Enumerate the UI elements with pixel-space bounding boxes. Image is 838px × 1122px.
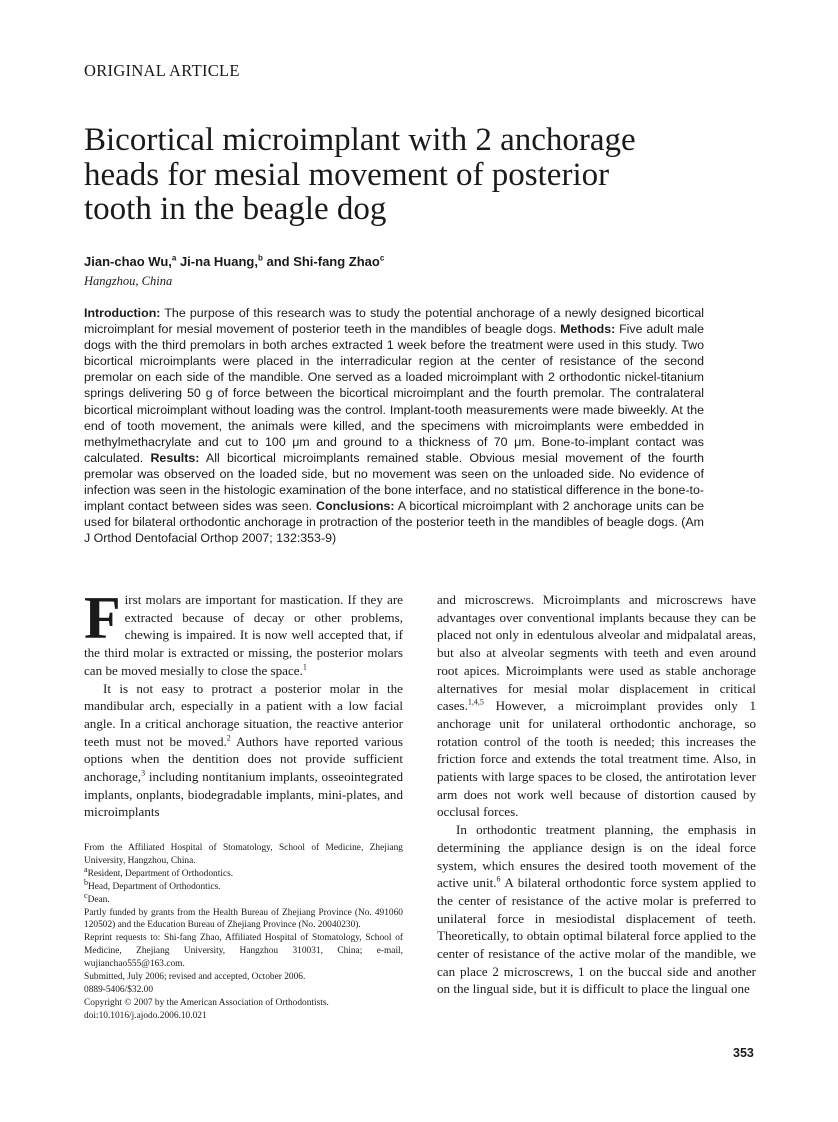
abstract-results-text: All bicortical microimplants remained stable. Obvious mesial movement of the fourth premolar was observed on the loaded side, but no movement was seen on the unloaded side. No evidence of infection was seen in the histologic examination of the bone interface, and no statistical difference in the bone-to-implant contact between sides was seen. — [84, 450, 704, 514]
footnote-text: Head, Department of Orthodontics. — [88, 881, 221, 892]
footnote-text: Dean. — [87, 894, 110, 905]
article-title — [84, 123, 764, 227]
author-1: Jian-chao Wu, — [84, 254, 172, 269]
paragraph-text: A bilateral orthodontic force system applied to the center of resistance of the active molar is preferred to unilateral force in mesiodistal displacement of teeth. Theoretically, to obtain optimal bilateral force applied to the center of resistance of the active molar of the mandible, we can place 2 microscrews, 1 on the buccal side and another on the lingual side, but it is difficult to place the lingual one — [437, 875, 756, 997]
citation-ref: 2 — [226, 733, 231, 743]
author-2: Ji-na Huang, — [176, 254, 258, 269]
body-paragraph — [437, 591, 756, 821]
footnote-c — [84, 890, 403, 907]
paragraph-text: irst molars are important for mastication. If they are extracted because of decay or other problems, chewing is impaired. It is now well accepted that, if the third molar is extracted or missing, the posterior molars can be moved mesially to close the space. — [84, 592, 403, 678]
citation-ref: 1 — [302, 662, 307, 672]
footnote-b — [84, 877, 403, 894]
footnote-marker: c — [84, 890, 88, 900]
citation-ref: 3 — [141, 768, 146, 778]
footnote-copyright: Copyright © 2007 by the American Association of Orthodontists. — [84, 997, 329, 1008]
footnote-from: From the Affiliated Hospital of Stomatology, School of Medicine, Zhejiang University, Hangzhou, China. — [84, 843, 403, 866]
footnote-text: Resident, Department of Orthodontics. — [87, 868, 234, 879]
footnote-reprint: Reprint requests to: Shi-fang Zhao, Affiliated Hospital of Stomatology, School of Medicine, Zhejiang University, Hangzhou 310031, China; e-mail, wujianchao555@163.com. — [84, 933, 403, 970]
paragraph-text: However, a microimplant provides only 1 anchorage unit for unilateral orthodontic anchorage, so rotation control of the tooth is needed; this increases the friction force and extends the total treatment time. Also, in patients with large spaces to be closed, the antirotation lever arm does not work well because of distortion caused by occlusal forces. — [437, 698, 756, 820]
section-label: ORIGINAL ARTICLE — [84, 61, 240, 80]
footnote-issn: 0889-5406/$32.00 — [84, 984, 154, 995]
paragraph-text: including nontitanium implants, osseointegrated implants, onplants, biodegradable implants, mini-plates, and microimplants — [84, 769, 403, 820]
body-paragraph — [84, 585, 403, 680]
author-list — [84, 254, 384, 269]
body-paragraph — [437, 821, 756, 998]
footnote-marker: a — [84, 864, 88, 874]
body-column-right — [437, 591, 756, 998]
paragraph-text: Authors have reported various options when the dentition does not provide sufficient anchorage, — [84, 733, 403, 785]
body-column-left — [84, 585, 403, 821]
author-location: Hangzhou, China — [84, 274, 173, 288]
abstract-conclusions-text: A bicortical microimplant with 2 anchorage units can be used for bilateral orthodontic anchorage in protraction of the posterior teeth in the mandibles of beagle dogs. (Am J Orthod Dentofacial Orthop 2007; 132:353-9) — [84, 499, 705, 546]
title-line-1: Bicortical microimplant with 2 anchorage — [84, 122, 636, 158]
citation-ref: 6 — [496, 874, 501, 884]
abstract-intro-text: The purpose of this research was to study the potential anchorage of a newly designed bicortical microimplant for mesial movement of posterior teeth in the mandibles of beagle dogs. — [84, 306, 704, 337]
footnotes — [84, 842, 403, 1023]
body-paragraph — [84, 680, 403, 822]
author-2-affil-marker: b — [257, 253, 263, 263]
paragraph-text: It is not easy to protract a posterior molar in the mandibular arch, especially in a patient with a low facial angle. In a critical anchorage situation, the reactive anterior teeth must not be moved. — [84, 680, 403, 749]
paragraph-text: and microscrews. Microimplants and microscrews have advantages over conventional implants because they can be placed not only in edentulous alveolar and midpalatal areas, but also at alveolar segments with teeth and even around root apices. Microimplants were used as stable anchorage alternatives for mesial molar displacement in critical cases. — [437, 592, 756, 714]
drop-cap: F — [84, 585, 121, 651]
title-line-2: heads for mesial movement of posterior — [84, 156, 610, 193]
page-number: 353 — [733, 1046, 754, 1060]
author-3-affil-marker: c — [379, 253, 385, 263]
footnote-doi: doi:10.1016/j.ajodo.2006.10.021 — [84, 1010, 207, 1021]
abstract-conclusions-label: Conclusions: — [316, 499, 395, 514]
abstract-methods-text: Five adult male dogs with the third premolars in both arches extracted 1 week before the treatment were used in this study. Two bicortical microimplants were placed in the interradicular region at the center of resistance of the second premolar on each side of the mandible. One served as a loaded microimplant with 2 orthodontic nickel-titanium springs delivering 50 g of force between the bicortical microimplant and the fourth premolar. The contralateral bicortical microimplant without loading was the control. Implant-tooth measurements were made biweekly. At the end of tooth movement, the animals were killed, and the specimens with microimplants were embedded in methylmethacrylate and cut to 100 μm and ground to a thickness of 70 μm. Bone-to-implant contact was calculated. — [84, 322, 705, 465]
footnote-marker: b — [84, 877, 88, 887]
abstract-results-label: Results: — [150, 450, 200, 465]
paragraph-text: In orthodontic treatment planning, the emphasis in determining the appliance design is on the ideal force system, which ensures the desired tooth movement of the active unit. — [437, 822, 756, 891]
footnote-funding: Partly funded by grants from the Health Bureau of Zhejiang Province (No. 491060 120502) and the Education Bureau of Zhejiang Province (No. 20040230). — [84, 907, 403, 931]
footnote-submitted: Submitted, July 2006; revised and accepted, October 2006. — [84, 972, 306, 983]
author-3: and Shi-fang Zhao — [262, 254, 380, 269]
footnote-a — [84, 864, 403, 881]
title-line-3: tooth in the beagle dog — [84, 191, 387, 227]
abstract-intro-label: Introduction: — [84, 306, 161, 320]
abstract-methods-label: Methods: — [560, 322, 616, 337]
citation-ref: 1,4,5 — [467, 697, 484, 707]
author-1-affil-marker: a — [171, 253, 177, 263]
abstract — [84, 305, 704, 546]
